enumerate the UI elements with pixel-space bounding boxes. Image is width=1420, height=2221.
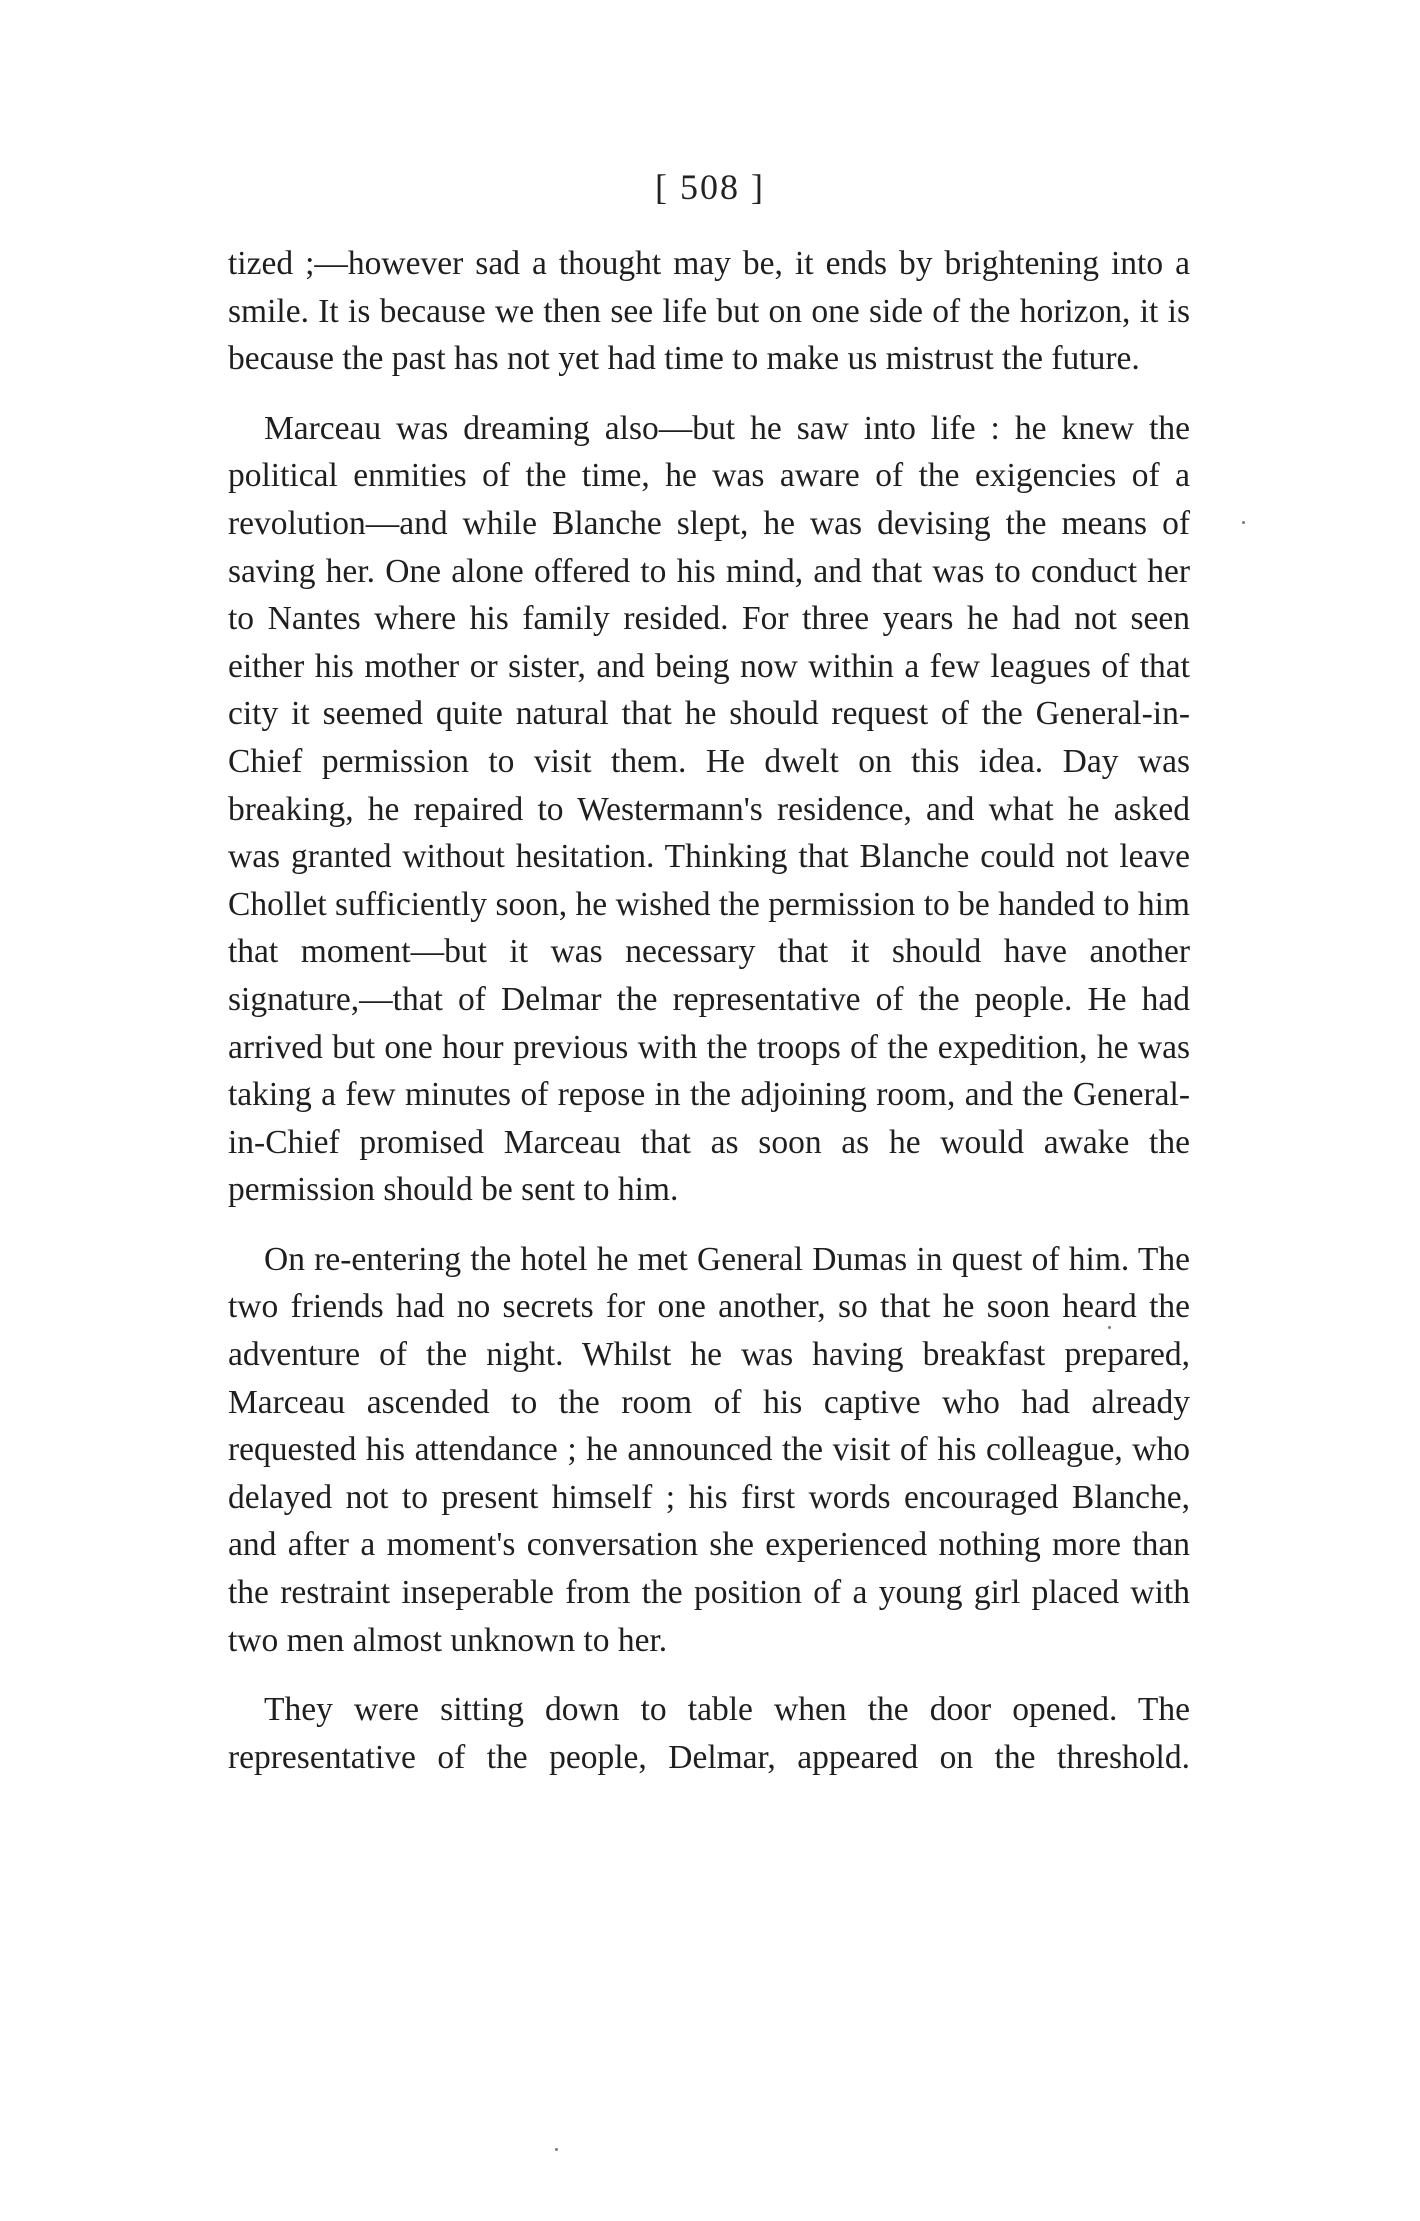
page-body xyxy=(228,240,1190,1781)
page-number-header: [ 508 ] xyxy=(655,167,765,207)
paragraph-4: They were sitting down to table when the door opened. The representative of the people, Delmar, appeared on the threshold. xyxy=(228,1691,1190,1776)
paragraph-2: Marceau was dreaming also—but he saw into life : he knew the political enmities of the time, he was aware of the exigencies of a revolution—and while Blanche slept, he was devising the means of saving her. One alone offered to his mind, and that was to conduct her to Nantes where his family resided. For three years he had not seen either his mother or sister, and being now within a few leagues of that city it seemed quite natural that he should request of the General-in-Chief permission to visit them. He dwelt on this idea. Day was breaking, he repaired to Westermann's residence, and what he asked was granted without hesitation. Thinking that Blanche could not leave Chollet sufficiently soon, he wished the permission to be handed to him that moment—but it was necessary that it should have another signature,—that of Delmar the representative of the people. He had arrived but one hour previous with the troops of the expedition, he was taking a few minutes of repose in the adjoining room, and the General-in-Chief promised Marceau that as soon as he would awake the permission should be sent to him. xyxy=(228,409,1190,1209)
paper-speck xyxy=(1242,521,1245,524)
paper-speck xyxy=(1108,1326,1111,1329)
paragraph-1: tized ;—however sad a thought may be, it ends by brightening into a smile. It is because we then see life but on one side of the horizon, it is because the past has not yet had time to make us mistrust the future. xyxy=(228,245,1190,378)
paper-speck xyxy=(555,2148,558,2151)
paragraph-3: On re-entering the hotel he met General Dumas in quest of him. The two friends had no secrets for one another, so that he soon heard the adventure of the night. Whilst he was having breakfast prepared, Marceau ascended to the room of his captive who had already requested his attendance ; he announced the visit of his colleague, who delayed not to present himself ; his first words encouraged Blanche, and after a moment's conversation she experienced nothing more than the restraint inseperable from the position of a young girl placed with two men almost unknown to her. xyxy=(228,1240,1190,1659)
